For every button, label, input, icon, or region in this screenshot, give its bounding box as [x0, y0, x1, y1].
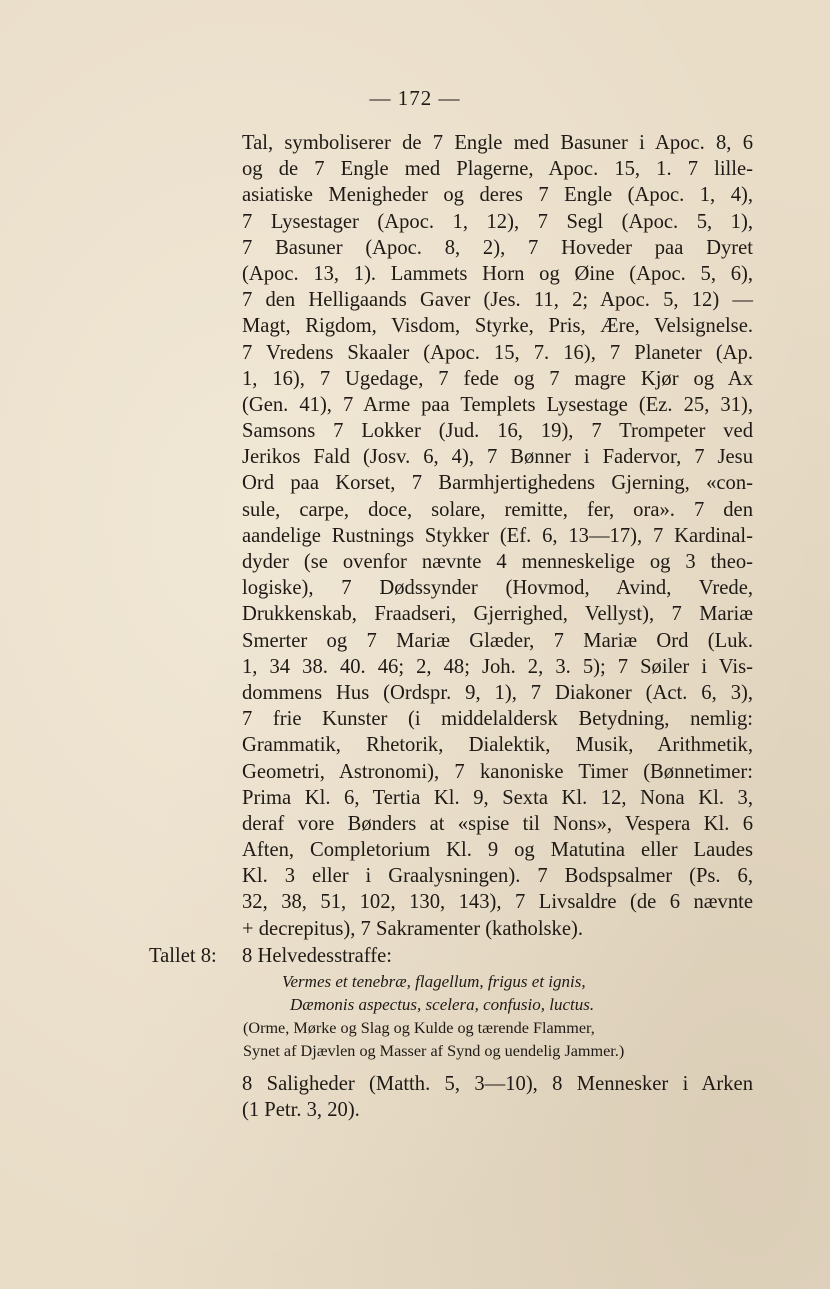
text-line: aandelige Rustnings Stykker (Ef. 6, 13—17), 7 Kardinal- — [242, 524, 753, 547]
section-label: Tallet 8: — [149, 945, 217, 967]
text-line: (Apoc. 13, 1). Lammets Horn og Øine (Apoc. 5, 6), — [242, 262, 753, 285]
text-line: Tal, symboliserer de 7 Engle med Basuner i Apoc. 8, 6 — [242, 132, 753, 154]
text-line: 7 den Helligaands Gaver (Jes. 11, 2; Apoc. 5, 12) — — [242, 289, 753, 312]
text-line: Prima Kl. 6, Tertia Kl. 9, Sexta Kl. 12, Nona Kl. 3, — [242, 786, 753, 809]
text-line: 7 Lysestager (Apoc. 1, 12), 7 Segl (Apoc. 5, 1), — [242, 210, 753, 233]
text-line: Jerikos Fald (Josv. 6, 4), 7 Bønner i Fadervor, 7 Jesu — [242, 446, 753, 469]
text-line: + decrepitus), 7 Sakramenter (katholske). — [242, 917, 583, 940]
text-line: Kl. 3 eller i Graalysningen). 7 Bodspsalmer (Ps. 6, — [242, 865, 753, 888]
text-line: (Gen. 41), 7 Arme paa Templets Lysestage (Ez. 25, 31), — [242, 393, 753, 416]
text-line: 1, 34 38. 40. 46; 2, 48; Joh. 2, 3. 5); 7 Søiler i Vis- — [242, 655, 753, 678]
text-line: og de 7 Engle med Plagerne, Apoc. 15, 1. 7 lille- — [242, 158, 753, 181]
text-line: Samsons 7 Lokker (Jud. 16, 19), 7 Trompeter ved — [242, 420, 753, 443]
text-line: Ord paa Korset, 7 Barmhjertighedens Gjerning, «con- — [242, 472, 753, 495]
closing-paragraph — [242, 1071, 753, 1123]
text-line: Smerter og 7 Mariæ Glæder, 7 Mariæ Ord (Luk. — [242, 629, 753, 652]
section-heading: 8 Helvedesstraffe: — [242, 945, 393, 967]
translation-line: (Orme, Mørke og Slag og Kulde og tærende Flammer, — [243, 1019, 595, 1037]
text-line: 1, 16), 7 Ugedage, 7 fede og 7 magre Kjør og Ax — [242, 367, 753, 390]
text-line: dommens Hus (Ordspr. 9, 1), 7 Diakoner (Act. 6, 3), — [242, 681, 753, 704]
text-line: asiatiske Menigheder og deres 7 Engle (Apoc. 1, 4), — [242, 184, 753, 207]
page-number: — 172 — — [369, 86, 461, 110]
translation-line: Synet af Djævlen og Masser af Synd og uendelig Jammer.) — [243, 1042, 625, 1060]
text-line: dyder (se ovenfor nævnte 4 menneskelige og 3 theo- — [242, 551, 753, 573]
text-line: 7 Basuner (Apoc. 8, 2), 7 Hoveder paa Dyret — [242, 236, 753, 259]
text-line: sule, carpe, doce, solare, remitte, fer, ora». 7 den — [242, 498, 753, 521]
text-line: Aften, Completorium Kl. 9 og Matutina eller Laudes — [242, 839, 753, 862]
text-line: Magt, Rigdom, Visdom, Styrke, Pris, Ære, Velsignelse. — [242, 315, 753, 338]
text-line: 8 Saligheder (Matth. 5, 3—10), 8 Mennesker i Arken — [242, 1073, 753, 1095]
text-line: Grammatik, Rhetorik, Dialektik, Musik, Arithmetik, — [242, 734, 753, 757]
latin-verse-line: Dæmonis aspectus, scelera, confusio, luctus. — [290, 995, 595, 1014]
text-line: Geometri, Astronomi), 7 kanoniske Timer (Bønnetimer: — [242, 760, 753, 783]
latin-verse-line: Vermes et tenebræ, flagellum, frigus et ignis, — [282, 972, 586, 991]
text-line: deraf vore Bønders at «spise til Nons», Vespera Kl. 6 — [242, 812, 753, 835]
text-line: 32, 38, 51, 102, 130, 143), 7 Livsaldre (de 6 nævnte — [242, 891, 753, 914]
main-paragraph — [242, 130, 753, 942]
text-line: 7 Vredens Skaaler (Apoc. 15, 7. 16), 7 Planeter (Ap. — [242, 341, 753, 364]
text-line: logiske), 7 Dødssynder (Hovmod, Avind, Vrede, — [242, 577, 753, 600]
text-line: Drukkenskab, Fraadseri, Gjerrighed, Vellyst), 7 Mariæ — [242, 603, 753, 626]
text-line: (1 Petr. 3, 20). — [242, 1099, 360, 1121]
text-line: 7 frie Kunster (i middelaldersk Betydning, nemlig: — [242, 708, 753, 731]
